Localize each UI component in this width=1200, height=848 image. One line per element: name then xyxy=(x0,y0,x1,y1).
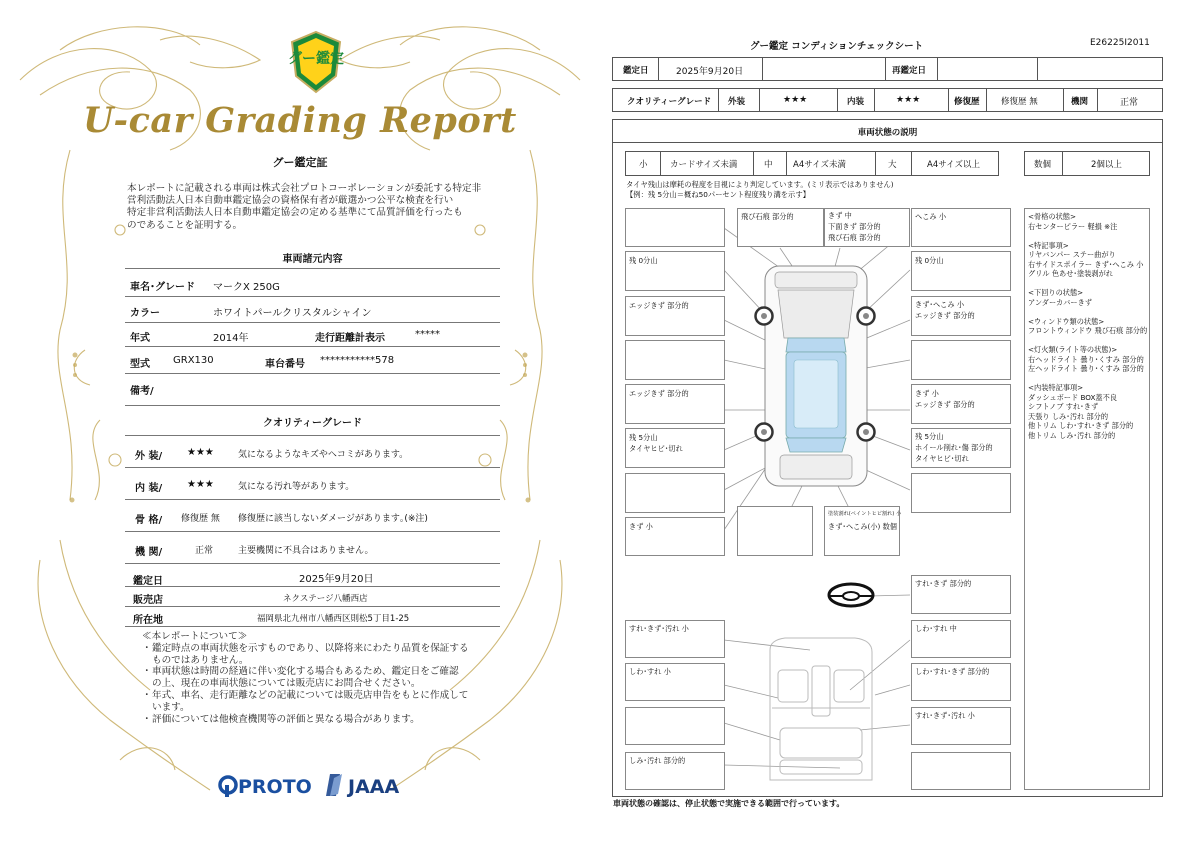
steering-wheel-icon xyxy=(829,584,873,606)
repair-value: 修復歴 無 xyxy=(1001,97,1038,107)
interior-box-steering xyxy=(911,575,1011,614)
exterior-desc: 気になるようなキズやヘコミがあります。 xyxy=(238,450,409,460)
spec-table xyxy=(125,245,500,405)
note-line xyxy=(1028,374,1146,384)
damage-text: きず･へこみ 小 xyxy=(915,300,965,309)
damage-box-left-fender xyxy=(625,296,725,336)
damage-text: すれ･きず 部分的 xyxy=(915,579,972,588)
interior-box-rear-right xyxy=(911,707,1011,745)
condition-check-sheet xyxy=(600,0,1200,848)
damage-text: きず･へこみ(小) 数個 xyxy=(828,522,897,531)
damage-box-empty xyxy=(625,707,725,745)
note-line: <特記事項> xyxy=(1028,240,1069,250)
count-label: 数個 xyxy=(1034,160,1052,170)
chassis-label: 車台番号 xyxy=(265,359,305,370)
size-small: 小 xyxy=(639,160,648,170)
statement-line: 本レポートに記載される車両は株式会社プロトコーポレーションが委託する特定非 xyxy=(127,183,482,194)
note-line: <骨格の状態> xyxy=(1028,212,1076,221)
damage-text: 下面きず 部分的 xyxy=(828,222,881,231)
damage-text: へこみ 小 xyxy=(915,212,947,221)
condition-notes-panel xyxy=(1024,208,1150,790)
engine-value: 正常 xyxy=(1120,98,1139,108)
remarks-label: 備考/ xyxy=(130,386,154,397)
damage-box-empty xyxy=(625,208,725,247)
damage-box-right-rear-door xyxy=(911,384,1011,424)
car-top-view xyxy=(756,266,875,486)
damage-box-empty xyxy=(625,340,725,380)
repair-label: 修復歴 xyxy=(954,97,980,107)
sheet-title: グー鑑定 コンディションチェックシート xyxy=(750,41,924,52)
dealer-value: ネクステージ八幡西店 xyxy=(283,594,368,604)
proto-logo-text: PROTO xyxy=(238,776,312,798)
appraisal-date-label: 鑑定日 xyxy=(133,576,163,587)
model-value: GRX130 xyxy=(173,355,214,366)
damage-text: きず 中 xyxy=(828,211,852,220)
damage-box-front-right xyxy=(911,208,1011,247)
note-line: います。 xyxy=(152,701,190,713)
interior-grade: ★★★ xyxy=(187,479,214,490)
tire-box-rear-left xyxy=(625,428,725,468)
sheet-footer: 車両状態の確認は、停止状態で実施できる範囲で行っています。 xyxy=(613,799,845,808)
damage-text: ホイール削れ･傷 部分的 xyxy=(915,443,993,452)
address-label: 所在地 xyxy=(133,615,163,626)
size-small-desc: カードサイズ未満 xyxy=(670,160,738,170)
notes-title: ≪本レポートについて≫ xyxy=(142,631,248,642)
size-large-desc: A4サイズ以上 xyxy=(927,160,981,170)
name-value: マークX 250G xyxy=(213,282,280,293)
note-line xyxy=(1028,307,1146,317)
report-notes: ≪本レポートについて≫ ・ 鑑定時点の車両状態を示すものであり、以降将来にわたり品質を保証する ものではありません。 ・ 車両状態は時間の経過に伴い変化する場合もあるため、鑑定日をご確認 の上、現在の車両状態については販売店にお問合せください。 ・ 年式、車名、走行距離などの記載については販売店申告をもとに作成して います。 ・ 評価については他検査機関等の評価と異なる場合があります。 xyxy=(142,631,497,725)
damage-text: 飛び石痕 部分的 xyxy=(741,212,794,221)
note-line: 鑑定時点の車両状態を示すものであり、以降将来にわたり品質を保証する xyxy=(152,642,469,654)
damage-box-empty xyxy=(911,473,1011,513)
note-line: シフトノブ すれ･きず xyxy=(1028,402,1099,411)
damage-text: すれ･きず･汚れ 小 xyxy=(629,624,689,633)
note-line: 左ヘッドライト 曇り･くすみ 部分的 xyxy=(1028,364,1144,373)
note-line: 右ヘッドライト 曇り･くすみ 部分的 xyxy=(1028,354,1144,364)
damage-text: エッジきず 部分的 xyxy=(915,400,975,409)
interior-desc: 気になる汚れ等があります。 xyxy=(238,482,355,492)
damage-text: 飛び石痕 部分的 xyxy=(828,233,881,242)
statement-line: のであることを証明する。 xyxy=(127,219,243,231)
jaaa-logo xyxy=(326,774,399,798)
tire-example: 【例：残 5分山＝概ね50パーセント程度残り溝を示す】 xyxy=(626,190,810,199)
tire-box-front-right xyxy=(911,251,1011,291)
damage-text: すれ･きず･汚れ 小 xyxy=(915,711,975,720)
name-label: 車名･グレード xyxy=(130,282,195,293)
statement-line: 営利活動法人日本自動車鑑定協会の資格保有者が厳選かつ公平な検査を行い xyxy=(127,195,454,207)
exterior-label: 外 装/ xyxy=(135,451,163,462)
color-label: カラー xyxy=(130,308,160,319)
engine-desc: 主要機関に不具合はありません。 xyxy=(238,546,374,556)
interior-box-right-trim xyxy=(911,663,1011,701)
damage-box-right-fender xyxy=(911,296,1011,336)
frame-label: 骨 格/ xyxy=(135,515,163,526)
address-value: 福岡県北九州市八幡西区則松5丁目1-25 xyxy=(257,614,410,624)
engine-label: 機関 xyxy=(1071,97,1089,107)
count-value: 2個以上 xyxy=(1091,160,1122,170)
chassis-value: ***********578 xyxy=(320,355,395,366)
odometer-value: ***** xyxy=(415,329,440,340)
damage-text: 残 5分山 xyxy=(915,432,944,441)
interior-label: 内装 xyxy=(847,97,865,107)
engine-grade: 正常 xyxy=(195,546,214,556)
note-line: リヤバンパー ステー曲がり xyxy=(1028,250,1116,259)
note-line: ダッシュボード BOX蓋不良 xyxy=(1028,392,1117,402)
damage-box-empty xyxy=(625,473,725,513)
damage-box-rear xyxy=(824,506,900,556)
proto-logo xyxy=(220,776,312,798)
note-line: ものではありません。 xyxy=(152,654,249,666)
dealer-table xyxy=(125,565,500,630)
damage-box-front-left xyxy=(737,208,824,247)
damage-text: しわ･すれ 小 xyxy=(629,667,671,676)
model-label: 型式 xyxy=(130,359,150,370)
exterior-value: ★★★ xyxy=(783,95,808,105)
quality-grade-label: クオリティーグレード xyxy=(627,97,712,107)
frame-grade: 修復歴 無 xyxy=(181,514,220,524)
size-medium: 中 xyxy=(764,160,773,170)
report-script-title: U-car Grading Report xyxy=(83,100,517,141)
damage-text: 塗装割れ(ペイントヒビ割れ) 小 xyxy=(828,511,902,517)
damage-text: 残 5分山 xyxy=(629,433,658,442)
note-line: の上、現在の車両状態については販売店にお問合せください。 xyxy=(152,678,421,690)
damage-text: エッジきず 部分的 xyxy=(915,311,975,320)
quality-title: クオリティーグレード xyxy=(263,418,362,429)
year-label: 年式 xyxy=(130,333,150,344)
note-line: アンダーカバーきず xyxy=(1028,297,1092,307)
interior-box-passenger-seat xyxy=(625,663,725,701)
damage-text: しわ･すれ 中 xyxy=(915,624,957,633)
note-line: <ウィンドウ類の状態> xyxy=(1028,316,1105,326)
reappraisal-label: 再鑑定日 xyxy=(892,66,927,76)
damage-box-empty xyxy=(911,340,1011,380)
interior-box-driver-seat xyxy=(911,620,1011,658)
tire-box-front-left xyxy=(625,251,725,291)
damage-text: 残 0分山 xyxy=(915,256,944,265)
section-title: 車両状態の説明 xyxy=(857,128,918,138)
damage-text: タイヤヒビ･切れ xyxy=(629,444,683,453)
damage-text: エッジきず 部分的 xyxy=(629,389,689,398)
exterior-grade: ★★★ xyxy=(187,447,214,458)
note-line: 評価については他検査機関等の評価と異なる場合があります。 xyxy=(152,713,420,725)
color-value: ホワイトパールクリスタルシャイン xyxy=(213,308,372,319)
note-line: <内装特記事項> xyxy=(1028,383,1084,392)
frame-desc: 修復歴に該当しないダメージがあります｡(※注) xyxy=(238,514,428,524)
appraisal-date-value: 2025年9月20日 xyxy=(299,574,374,585)
damage-box-front xyxy=(824,208,910,247)
damage-text: きず 小 xyxy=(629,522,653,531)
damage-text: しみ･汚れ 部分的 xyxy=(629,756,686,765)
tire-box-rear-right xyxy=(911,428,1011,468)
interior-value: ★★★ xyxy=(896,95,921,105)
note-line xyxy=(1028,231,1146,241)
goo-appraisal-badge xyxy=(288,30,344,94)
note-line: 年式、車名、走行距離などの記載については販売店申告をもとに作成して xyxy=(152,689,469,701)
quality-grade-table xyxy=(125,405,500,565)
damage-text: エッジきず 部分的 xyxy=(629,301,689,310)
note-line: グリル 色あせ･塗装剥がれ xyxy=(1028,269,1113,278)
damage-box-left-rear-door xyxy=(625,384,725,424)
odometer-label: 走行距離計表示 xyxy=(315,333,385,344)
certificate-statement xyxy=(127,183,495,232)
date-label: 鑑定日 xyxy=(623,66,649,76)
note-line: <下回りの状態> xyxy=(1028,288,1084,297)
size-large: 大 xyxy=(888,160,897,170)
note-line: 他トリム しわ･すれ･きず 部分的 xyxy=(1028,421,1134,430)
interior-label: 内 装/ xyxy=(135,483,163,494)
note-line: 右センターピラー 軽損 ※注 xyxy=(1028,221,1118,231)
note-line: フロントウィンドウ 飛び石痕 部分的 xyxy=(1028,326,1148,335)
damage-text: 残 0分山 xyxy=(629,256,658,265)
badge-label: グー鑑定 xyxy=(288,51,344,67)
document-id: E26225I2011 xyxy=(1090,38,1150,48)
engine-label: 機 関/ xyxy=(135,547,163,558)
statement-line: 特定非営利活動法人日本自動車鑑定協会の定める基準にて品質評価を行ったも xyxy=(127,207,463,219)
size-medium-desc: A4サイズ未満 xyxy=(793,160,847,170)
jaaa-logo-text: JAAA xyxy=(348,776,400,798)
date-value: 2025年9月20日 xyxy=(676,67,744,77)
year-value: 2014年 xyxy=(213,333,249,344)
note-line xyxy=(1028,336,1146,346)
note-line: <灯火類(ライト等の状態)> xyxy=(1028,345,1118,354)
logos xyxy=(218,770,418,800)
note-line xyxy=(1028,279,1146,289)
damage-box-rear-left xyxy=(625,517,725,556)
interior-box-rear-seat xyxy=(625,752,725,790)
dealer-label: 販売店 xyxy=(133,595,163,606)
note-line: 車両状態は時間の経過に伴い変化する場合もあるため、鑑定日をご確認 xyxy=(152,666,459,678)
damage-text: しわ･すれ･きず 部分的 xyxy=(915,667,990,676)
note-line: 他トリム しみ･汚れ 部分的 xyxy=(1028,430,1116,440)
damage-text: タイヤヒビ･切れ xyxy=(915,454,969,463)
note-line: 天張り しみ･汚れ 部分的 xyxy=(1028,411,1109,421)
note-line: 右サイドスポイラー きず･へこみ 小 xyxy=(1028,259,1144,269)
exterior-label: 外装 xyxy=(728,97,746,107)
certificate-heading: グー鑑定証 xyxy=(272,156,328,169)
damage-box-empty xyxy=(911,752,1011,790)
spec-title: 車両諸元内容 xyxy=(282,254,343,265)
damage-box-empty xyxy=(737,506,813,556)
damage-text: きず 小 xyxy=(915,389,939,398)
interior-box-dashboard xyxy=(625,620,725,658)
tire-note: タイヤ残山は摩耗の程度を目視により判定しています。(ミリ表示ではありません) xyxy=(626,180,894,189)
interior-top-view xyxy=(770,638,872,780)
